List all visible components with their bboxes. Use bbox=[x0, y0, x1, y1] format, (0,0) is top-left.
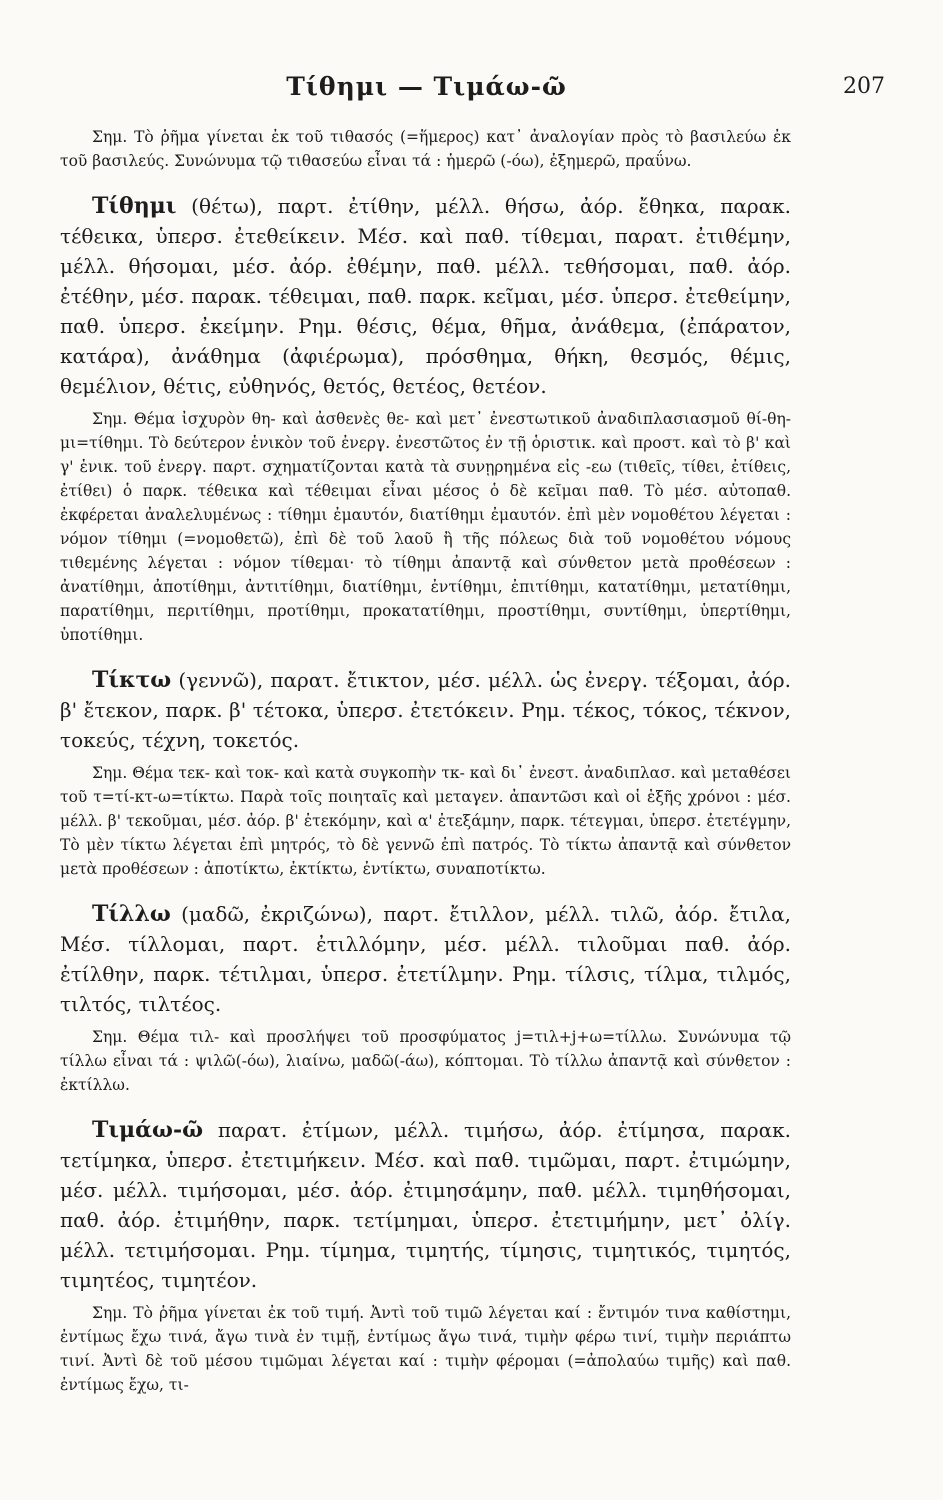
entry-note: Σημ. Θέμα τιλ- καὶ προσλήψει τοῦ προσφύματος j=τιλ+j+ω=τίλλω. Συνώνυμα τῷ τίλλω εἶναι τά : ψιλῶ(-όω), λιαίνω, μαδῶ(-άω), κόπτομαι. Τὸ τίλλω ἀπαντᾷ καὶ σύνθετον : ἐκτίλλω. bbox=[60, 1028, 791, 1094]
entry-tillo bbox=[60, 899, 791, 1097]
entry-text: (γεννῶ), παρατ. ἔτικτον, μέσ. μέλλ. ὡς ἐνεργ. τέξομαι, ἀόρ. β' ἔτεκον, παρκ. β' τέτοκα, ὑπερσ. ἐτετόκειν. Ρημ. τέκος, τόκος, τέκνον, τοκεύς, τέχνη, τοκετός. bbox=[60, 668, 791, 752]
entry-body bbox=[60, 899, 791, 1019]
entry-text: (μαδῶ, ἐκριζώνω), παρτ. ἔτιλλον, μέλλ. τιλῶ, ἀόρ. ἔτιλα, Μέσ. τίλλομαι, παρτ. ἐτιλλόμην, μέσ. μέλλ. τιλοῦμαι παθ. ἀόρ. ἐτίλθην, παρκ. τέτιλμαι, ὑπερσ. ἐτετίλμην. Ρημ. τίλσις, τίλμα, τιλμός, τιλτός, τιλτέος. bbox=[60, 902, 792, 1016]
page-header bbox=[60, 72, 885, 112]
entry-body bbox=[60, 1115, 791, 1295]
entry-timao bbox=[60, 1115, 791, 1397]
entry-lemma: Τίλλω bbox=[92, 901, 171, 927]
entry-note: Σημ. Θέμα τεκ- καὶ τοκ- καὶ κατὰ συγκοπὴν τκ- καὶ δι᾽ ἐνεστ. ἀναδιπλασ. καὶ μεταθέσει τοῦ τ=τί-κτ-ω=τίκτω. Παρὰ τοῖς ποιηταῖς καὶ μεταγεν. ἀπαντῶσι καὶ οἱ ἑξῆς χρόνοι : μέσ. μέλλ. β' τεκοῦμαι, μέσ. ἀόρ. β' ἐτεκόμην, καὶ α' ἐτεξάμην, παρκ. τέτεγμαι, ὑπερσ. ἐτετέγμην, Τὸ μὲν τίκτω λέγεται ἐπὶ μητρός, τὸ δὲ γεννῶ ἐπὶ πατρός. Τὸ τίκτω ἀπαντᾷ καὶ σύνθετον μετὰ προθέσεων : ἀποτίκτω, ἐκτίκτω, ἐντίκτω, συναποτίκτω. bbox=[60, 764, 791, 878]
entry-body bbox=[60, 191, 791, 401]
entry-body bbox=[60, 665, 791, 755]
entry-tithaseuo-note bbox=[60, 125, 791, 173]
entry-lemma: Τίκτω bbox=[92, 667, 172, 693]
page-number: 207 bbox=[843, 74, 885, 99]
entry-note: Σημ. Τὸ ῥῆμα γίνεται ἐκ τοῦ τιμή. Ἀντὶ τοῦ τιμῶ λέγεται καί : ἔντιμόν τινα καθίστημι, ἐντίμως ἔχω τινά, ἄγω τινὰ ἐν τιμῇ, ἐντίμως ἄγω τινά, τιμὴν φέρω τινί, τιμὴν περιάπτω τινί. Ἀντὶ δὲ τοῦ μέσου τιμῶμαι λέγεται καί : τιμὴν φέρομαι (=ἀπολαύω τιμῆς) καὶ παθ. ἐντίμως ἔχω, τι- bbox=[60, 1304, 791, 1394]
entry-tikto bbox=[60, 665, 791, 881]
entry-text: παρατ. ἐτίμων, μέλλ. τιμήσω, ἀόρ. ἐτίμησα, παρακ. τετίμηκα, ὑπερσ. ἐτετιμήκειν. Μέσ. καὶ παθ. τιμῶμαι, παρτ. ἐτιμώμην, μέσ. μέλλ. τιμήσομαι, μέσ. ἀόρ. ἐτιμησάμην, παθ. μέλλ. τιμηθήσομαι, παθ. ἀόρ. ἐτιμήθην, παρκ. τετίμημαι, ὑπερσ. ἐτετιμήμην, μετ᾽ ὀλίγ. μέλλ. τετιμήσομαι. Ρημ. τίμημα, τιμητής, τίμησις, τιμητικός, τιμητός, τιμητέος, τιμητέον. bbox=[60, 1118, 791, 1292]
page-body bbox=[60, 125, 791, 1397]
entry-lemma: Τίθημι bbox=[92, 193, 177, 219]
entry-note: Σημ. Τὸ ῥῆμα γίνεται ἐκ τοῦ τιθασός (=ἥμερος) κατ᾽ ἀναλογίαν πρὸς τὸ βασιλεύω ἐκ τοῦ βασιλεύς. Συνώνυμα τῷ τιθασεύω εἶναι τά : ἡμερῶ (-όω), ἐξημερῶ, πραΰνω. bbox=[60, 128, 791, 170]
running-title: Τίθημι — Τιμάω-ῶ bbox=[286, 72, 567, 101]
entry-note: Σημ. Θέμα ἰσχυρὸν θη- καὶ ἀσθενὲς θε- καὶ μετ᾽ ἐνεστωτικοῦ ἀναδιπλασιασμοῦ θί-θη-μι=τίθημι. Τὸ δεύτερον ἑνικὸν τοῦ ἐνεργ. ἐνεστῶτος ἐν τῇ ὁριστικ. καὶ προστ. καὶ τὸ β' καὶ γ' ἑνικ. τοῦ ἐνεργ. παρτ. σχηματίζονται κατὰ τὰ συνῃρημένα εἰς -εω (τιθεῖς, τίθει, ἐτίθεις, ἐτίθει) ὁ παρκ. τέθεικα καὶ τέθειμαι εἶναι μέσος ὁ δὲ κεῖμαι παθ. Τὸ μέσ. αὐτοπαθ. ἐκφέρεται ἀναλελυμένως : τίθημι ἐμαυτόν, διατίθημι ἐμαυτόν. ἐπὶ μὲν νομοθέτου λέγεται : νόμον τίθημι (=νομοθετῶ), ἐπὶ δὲ τοῦ λαοῦ ἢ τῆς πόλεως διὰ τοῦ νομοθέτου νόμους τιθεμένης λέγεται : νόμον τίθεμαι· τὸ τίθημι ἀπαντᾷ καὶ σύνθετον μετὰ προθέσεων : ἀνατίθημι, ἀποτίθημι, ἀντιτίθημι, διατίθημι, ἐντίθημι, ἐπιτίθημι, κατατίθημι, μετατίθημι, παρατίθημι, περιτίθημι, προτίθημι, προκατατίθημι, προστίθημι, συντίθημι, ὑπερτίθημι, ὑποτίθημι. bbox=[60, 410, 791, 644]
entry-lemma: Τιμάω-ῶ bbox=[92, 1117, 204, 1143]
entry-text: (θέτω), παρτ. ἐτίθην, μέλλ. θήσω, ἀόρ. ἔθηκα, παρακ. τέθεικα, ὑπερσ. ἐτεθείκειν. Μέσ. καὶ παθ. τίθεμαι, παρατ. ἐτιθέμην, μέλλ. θήσομαι, μέσ. ἀόρ. ἐθέμην, παθ. μέλλ. τεθήσομαι, παθ. ἀόρ. ἐτέθην, μέσ. παρακ. τέθειμαι, παθ. παρκ. κεῖμαι, μέσ. ὑπερσ. ἐτεθείμην, παθ. ὑπερσ. ἐκείμην. Ρημ. θέσις, θέμα, θῆμα, ἀνάθεμα, (ἐπάρατον, κατάρα), ἀνάθημα (ἀφιέρωμα), πρόσθημα, θήκη, θεσμός, θέμις, θεμέλιον, θέτις, εὐθηνός, θετός, θετέος, θετέον. bbox=[60, 194, 791, 398]
entry-tithemi bbox=[60, 191, 791, 647]
